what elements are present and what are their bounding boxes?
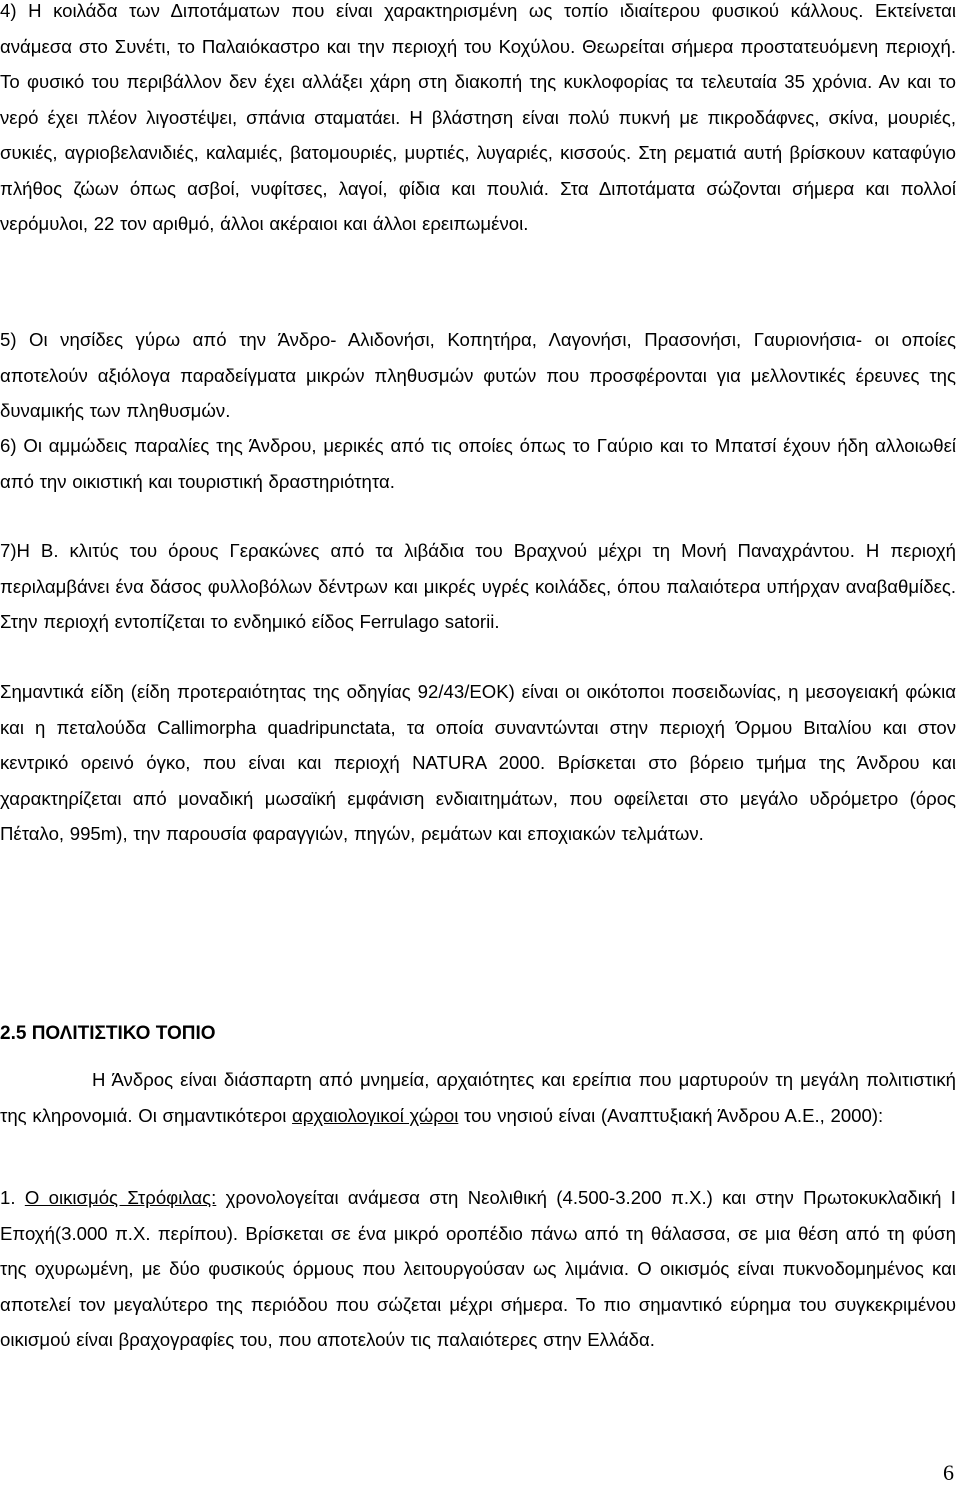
paragraph-islets: 5) Οι νησίδες γύρω από την Άνδρο- Αλιδονήσι, Κοπητήρα, Λαγονήσι, Πρασονήσι, Γαυριονήσια- οι οποίες αποτελούν αξιόλογα παραδείγματα μικρών πληθυσμών φυτών που προσφέρονται για μελλοντικές έρευνες της δυναμικής των πληθυσμών.: [0, 329, 956, 421]
intro-text-end: του νησιού είναι (Αναπτυξιακή Άνδρου Α.Ε., 2000):: [458, 1104, 884, 1126]
paragraph-sandy-beaches: 6) Οι αμμώδεις παραλίες της Άνδρου, μερικές από τις οποίες όπως το Γαύριο και το Μπατσί έχουν ήδη αλλοιωθεί από την οικιστική και τουριστική δραστηριότητα.: [0, 435, 956, 492]
intro-text-start: Η Άνδρος είναι διάσπαρτη από μνημεία, αρχαιότητες και ερείπια που μαρτυρούν τη μεγάλη πολιτιστική της κληρονομιά. Οι σημαντικότεροι: [0, 1069, 956, 1126]
strofilas-description: χρονολογείται ανάμεσα στη Νεολιθική (4.500-3.200 π.Χ.) και στην Πρωτοκυκλαδική Ι Εποχή(3.000 π.Χ. περίπου). Βρίσκεται σε ένα μικρό οροπέδιο πάνω από τη θάλασσα, σε μια θέση από τη φύση της οχυρωμένη, με δύο φυσικούς όρμους που λειτουργούσαν ως λιμάνια. Ο οικισμός είναι πυκνοδομημένος και αποτελεί τον μεγαλύτερο της περιόδου που σώζεται μέχρι σήμερα. Το πιο σημαντικό εύρημα του συγκεκριμένου οικισμού είναι βραχογραφίες του, που αποτελούν τις παλαιότερες στην Ελλάδα.: [0, 1187, 956, 1350]
paragraph-dipotamata-valley: 4) Η κοιλάδα των Διποτάματων που είναι χαρακτηρισμένη ως τοπίο ιδιαίτερου φυσικού κάλλους. Εκτείνεται ανάμεσα στο Συνέτι, το Παλαιόκαστρο και την περιοχή του Κοχύλου. Θεωρείται σήμερα προστατευόμενη περιοχή. Το φυσικό του περιβάλλον δεν έχει αλλάξει χάρη στη διακοπή της κυκλοφορίας τα τελευταία 35 χρόνια. Αν και το νερό έχει πλέον λιγοστέψει, σπάνια σταματάει. Η βλάστηση είναι πολύ πυκνή με πικροδάφνες, σκίνα, μουριές, συκιές, αγριοβελανιδιές, καλαμιές, βατομουριές, μυρτιές, λυγαριές, κισσούς. Στη ρεματιά αυτή βρίσκουν καταφύγιο πλήθος ζώων όπως ασβοί, νυφίτσες, λαγοί, φίδια και πουλιά. Στα Διποτάματα σώζονται σήμερα και πολλοί νερόμυλοι, 22 τον αριθμό, άλλοι ακέραιοι και άλλοι ερειπωμένοι.: [0, 0, 956, 234]
page-number: 6: [943, 1460, 954, 1485]
paragraph-priority-species: Σημαντικά είδη (είδη προτεραιότητας της οδηγίας 92/43/ΕΟΚ) είναι οι οικότοποι ποσειδωνίας, η μεσογειακή φώκια και η πεταλούδα Callimorpha quadripunctata, τα οποία συναντώνται στην περιοχή Όρμου Βιταλίου και στον κεντρικό ορεινό όγκο, που είναι και περιοχή NATURA 2000. Βρίσκεται στο βόρειο τμήμα της Άνδρου και χαρακτηρίζεται από μοναδική μωσαϊκή εμφάνιση ενδιαιτημάτων, που οφείλεται στο μεγάλο υδρόμετρο (όρος Πέταλο, 995m), την παρουσία φαραγγιών, πηγών, ρεμάτων και εποχιακών τελμάτων.: [0, 681, 956, 844]
section-intro-paragraph: [0, 1062, 956, 1133]
strofilas-settlement-paragraph: [0, 1180, 956, 1358]
strofilas-settlement-link[interactable]: Ο οικισμός Στρόφιλας:: [24, 1187, 217, 1208]
archaeological-sites-link[interactable]: αρχαιολογικοί χώροι: [292, 1104, 459, 1126]
paragraph-gerakones-slope: 7)Η Β. κλιτύς του όρους Γερακώνες από τα λιβάδια του Βραχνού μέχρι τη Μονή Παναχράντου. Η περιοχή περιλαμβάνει ένα δάσος φυλλοβόλων δέντρων και μικρές υγρές κοιλάδες, όπου παλαιότερα υπήρχαν αναβαθμίδες. Στην περιοχή εντοπίζεται το ενδημικό είδος Ferrulago satorii.: [0, 540, 956, 632]
list-item-number: 1.: [0, 1187, 25, 1208]
section-heading: 2.5 ΠΟΛΙΤΙΣΤΙΚΟ ΤΟΠΙΟ: [0, 1023, 216, 1044]
